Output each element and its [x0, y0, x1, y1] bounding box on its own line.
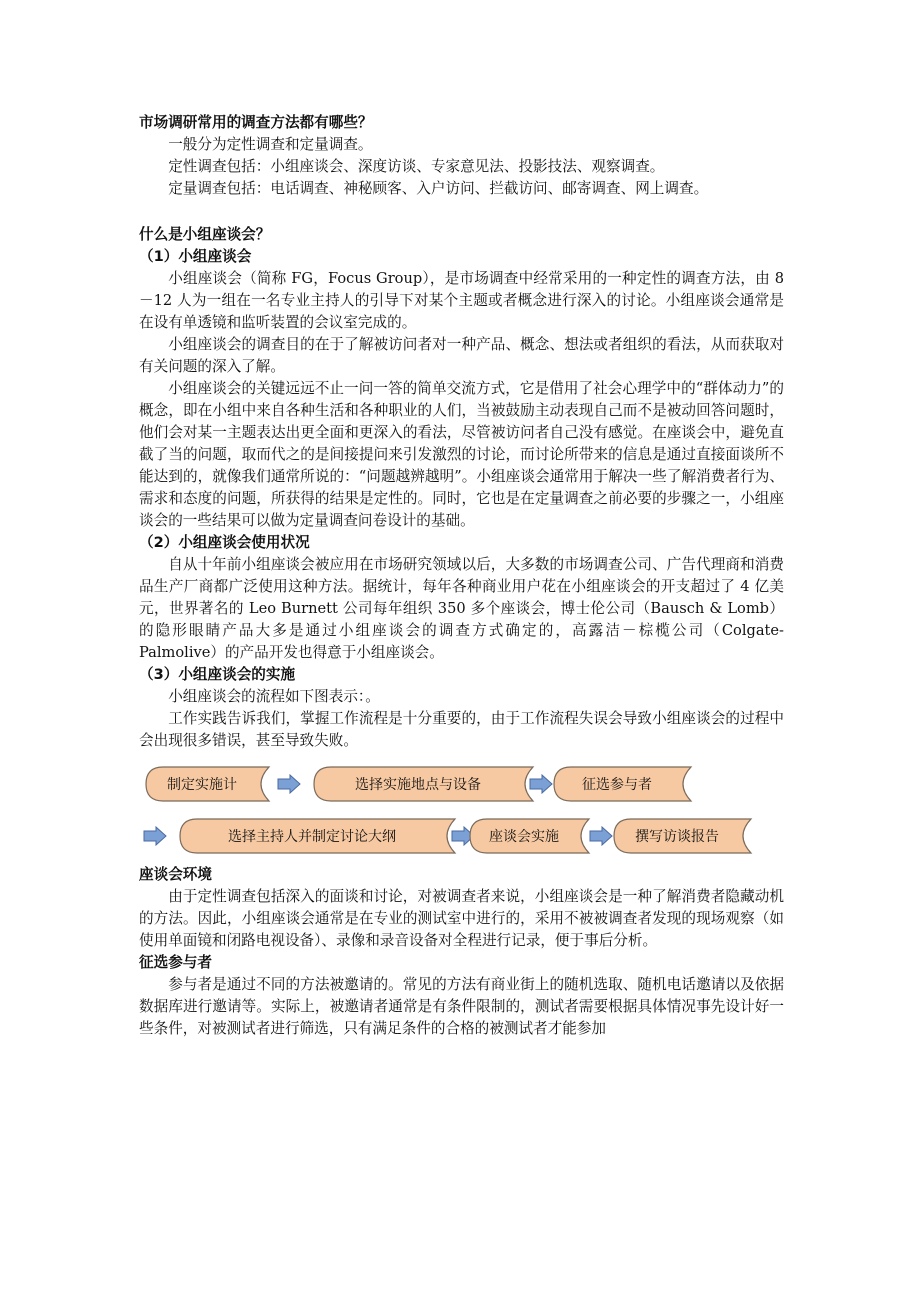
paragraph: 小组座谈会（简称 FG，Focus Group），是市场调查中经常采用的一种定性的调查方法，由 8－12 人为一组在一名专业主持人的引导下对某个主题或者概念进行深入的讨论。小组座谈会通常是在设有单透镜和监听装置的会议室完成的。 [139, 270, 784, 331]
paragraph: 工作实践告诉我们，掌握工作流程是十分重要的，由于工作流程失误会导致小组座谈会的过程中会出现很多错误，甚至导致失败。 [139, 710, 784, 749]
paragraph: 小组座谈会的调查目的在于了解被访问者对一种产品、概念、想法或者组织的看法，从而获取对有关问题的深入了解。 [139, 336, 784, 375]
text-line: 定量调查包括：电话调查、神秘顾客、入户访问、拦截访问、邮寄调查、网上调查。 [168, 180, 709, 197]
flow-step-conduct [469, 818, 597, 854]
paragraph: 由于定性调查包括深入的面谈和讨论，对被调查者来说，小组座谈会是一种了解消费者隐藏动机的方法。因此，小组座谈会通常是在专业的测试室中进行的，采用不被被调查者发现的现场观察（如使用单面镜和闭路电视设备）、录像和录音设备对全程进行记录，便于事后分析。 [139, 888, 784, 949]
paragraph: 参与者是通过不同的方法被邀请的。常见的方法有商业街上的随机选取、随机电话邀请以及依据数据库进行邀请等。实际上，被邀请者通常是有条件限制的，测试者需要根据具体情况事先设计好一些条件，对被测试者进行筛选，只有满足条件的合格的被测试者才能参加 [139, 976, 784, 1037]
flow-step-recruit [553, 766, 699, 802]
text-line: 定性调查包括：小组座谈会、深度访谈、专家意见法、投影技法、观察调查。 [168, 158, 665, 175]
section-title: 征选参与者 [139, 954, 212, 971]
paragraph: 小组座谈会的流程如下图表示：。 [168, 688, 380, 705]
section-title: 座谈会环境 [139, 866, 212, 883]
flow-step-moderator [179, 818, 463, 854]
flow-step-venue [313, 766, 541, 802]
flow-arrow-icon [529, 774, 553, 794]
flow-step-label: 撰写访谈报告 [635, 829, 719, 845]
flow-step-report [613, 818, 759, 854]
spacer [139, 200, 784, 222]
flow-arrow-icon [143, 826, 167, 846]
flow-arrow-icon [589, 826, 613, 846]
subsection-title: （2）小组座谈会使用状况 [139, 534, 310, 551]
flow-step-label: 制定实施计 [167, 777, 237, 793]
process-flow-diagram [139, 760, 784, 860]
flow-step-label: 选择主持人并制定讨论大纲 [228, 829, 396, 845]
flow-arrow-icon [277, 774, 301, 794]
flow-step-label: 选择实施地点与设备 [355, 777, 481, 793]
flow-step-plan [145, 766, 277, 802]
paragraph: 小组座谈会的关键远远不止一问一答的简单交流方式，它是借用了社会心理学中的“群体动力”的概念，即在小组中来自各种生活和各种职业的人们，当被鼓励主动表现自己而不是被动回答问题时，他们会对某一主题表达出更全面和更深入的看法，尽管被访问者自己没有感觉。在座谈会中，避免直截了当的问题，取而代之的是间接提问来引发激烈的讨论，而讨论所带来的信息是通过直接面谈所不能达到的，就像我们通常所说的：“问题越辨越明”。小组座谈会通常用于解决一些了解消费者行为、需求和态度的问题，所获得的结果是定性的。同时，它也是在定量调查之前必要的步骤之一，小组座谈会的一些结果可以做为定量调查问卷设计的基础。 [139, 380, 784, 529]
section-title: 什么是小组座谈会？ [139, 226, 271, 243]
document-page [139, 112, 784, 1040]
flow-step-label: 征选参与者 [582, 777, 652, 793]
subsection-title: （3）小组座谈会的实施 [139, 666, 296, 683]
text-line: 一般分为定性调查和定量调查。 [168, 136, 373, 153]
subsection-title: （1）小组座谈会 [139, 248, 252, 265]
section-title: 市场调研常用的调查方法都有哪些？ [139, 114, 373, 131]
paragraph: 自从十年前小组座谈会被应用在市场研究领域以后，大多数的市场调查公司、广告代理商和消费品生产厂商都广泛使用这种方法。据统计，每年各种商业用户花在小组座谈会的开支超过了 4 亿美元，世界著名的 Leo Burnett 公司每年组织 350 多个座谈会，博士伦公司（Bausch & Lomb）的隐形眼睛产品大多是通过小组座谈会的调查方式确定的，高露洁－棕榄公司（Colgate-Palmolive）的产品开发也得意于小组座谈会。 [139, 556, 784, 661]
flow-step-label: 座谈会实施 [489, 829, 559, 845]
